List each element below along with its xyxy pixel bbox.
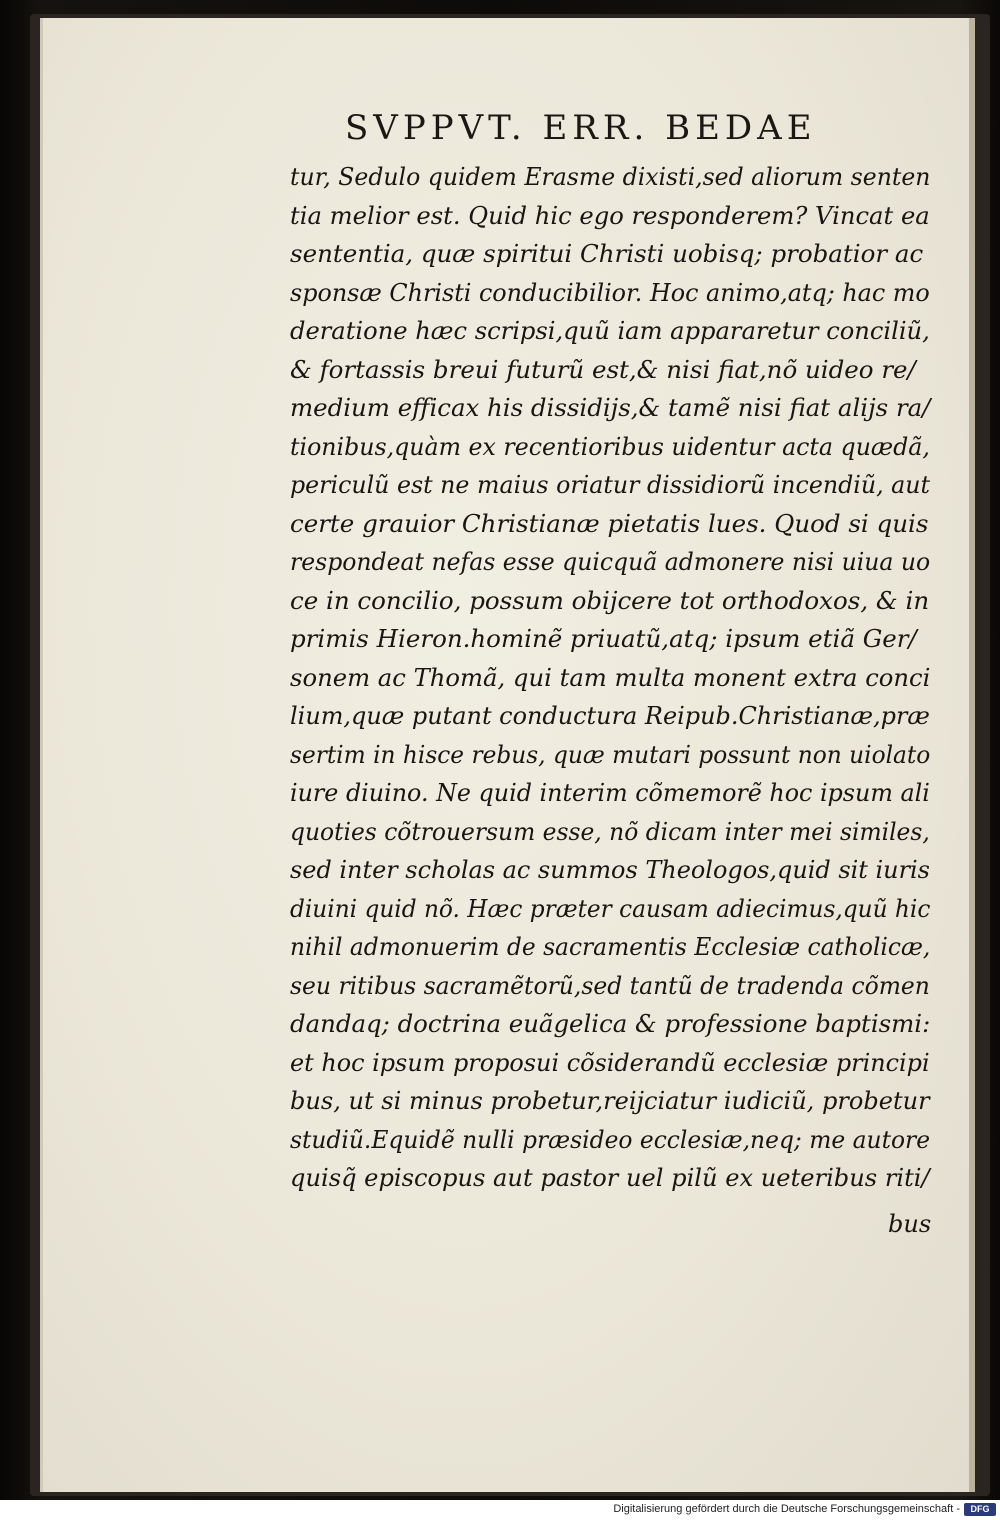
text-line: tionibus,quàm ex recentioribus uidentur acta quædã, — [290, 431, 930, 461]
text-line: sententia, quæ spiritui Christi uobisq; probatior ac — [290, 239, 924, 268]
text-line: lium,quæ putant conductura Reipub.Christianæ,præ — [290, 701, 930, 730]
text-line: iure diuino. Ne quid interim cõmemorẽ hoc ipsum ali — [290, 778, 930, 807]
catchword: bus — [888, 1210, 932, 1238]
body-text — [290, 158, 930, 1198]
text-line: certe grauior Christianæ pietatis lues. Quod si quis — [290, 508, 929, 538]
text-line: diuini quid nõ. Hæc præter causam adiecimus,quũ hic — [290, 893, 931, 923]
text-line: studiũ.Equidẽ nulli præsideo ecclesiæ,neq; me autore — [290, 1124, 931, 1154]
text-line: ce in concilio, possum obijcere tot orthodoxos, & in — [290, 585, 930, 615]
text-line: medium efficax his dissidijs,& tamẽ nisi fiat alijs ra/ — [290, 393, 931, 422]
text-line: & fortassis breui futurũ est,& nisi fiat,nõ uideo re/ — [290, 354, 916, 384]
text-line: quisq̃ episcopus aut pastor uel pilũ ex ueteribus riti/ — [290, 1163, 930, 1192]
text-line: dandaq; doctrina euãgelica & professione baptismi: — [290, 1009, 931, 1038]
text-line: quoties cõtrouersum esse, nõ dicam inter mei similes, — [290, 816, 930, 846]
text-line: sertim in hisce rebus, quæ mutari possunt non uiolato — [290, 739, 931, 769]
funding-credit: Digitalisierung gefördert durch die Deutsche Forschungsgemeinschaft - — [613, 1503, 960, 1515]
text-line: primis Hieron.hominẽ priuatũ,atq; ipsum etiã Ger/ — [290, 624, 917, 653]
text-line: seu ritibus sacramẽtorũ,sed tantũ de tradenda cõmen — [290, 970, 930, 1000]
text-line: deratione hæc scripsi,quũ iam appararetur conciliũ, — [290, 316, 930, 345]
text-line: sonem ac Thomã, qui tam multa monent extra conci — [290, 662, 931, 692]
text-line: tur, Sedulo quidem Erasme dixisti,sed aliorum senten — [290, 162, 931, 191]
text-line: respondeat nefas esse quicquã admonere nisi uiua uo — [290, 547, 931, 576]
text-line: periculũ est ne maius oriatur dissidiorũ incendiũ, aut — [290, 470, 931, 499]
text-line: et hoc ipsum proposui cõsiderandũ ecclesiæ principi — [290, 1047, 930, 1077]
text-line: bus, ut si minus probetur,reijciatur iudiciũ, probetur — [290, 1086, 930, 1115]
text-line: nihil admonuerim de sacramentis Ecclesiæ catholicæ, — [290, 932, 931, 961]
running-head: SVPPVT. ERR. BEDAE — [345, 108, 817, 148]
dfg-logo: DFG — [964, 1503, 996, 1516]
text-line: sponsæ Christi conducibilior. Hoc animo,atq; hac mo — [290, 277, 930, 307]
text-line: tia melior est. Quid hic ego responderem? Vincat ea — [290, 200, 930, 230]
text-line: sed inter scholas ac summos Theologos,quid sit iuris — [290, 855, 930, 884]
footer-bar — [0, 1500, 1000, 1520]
